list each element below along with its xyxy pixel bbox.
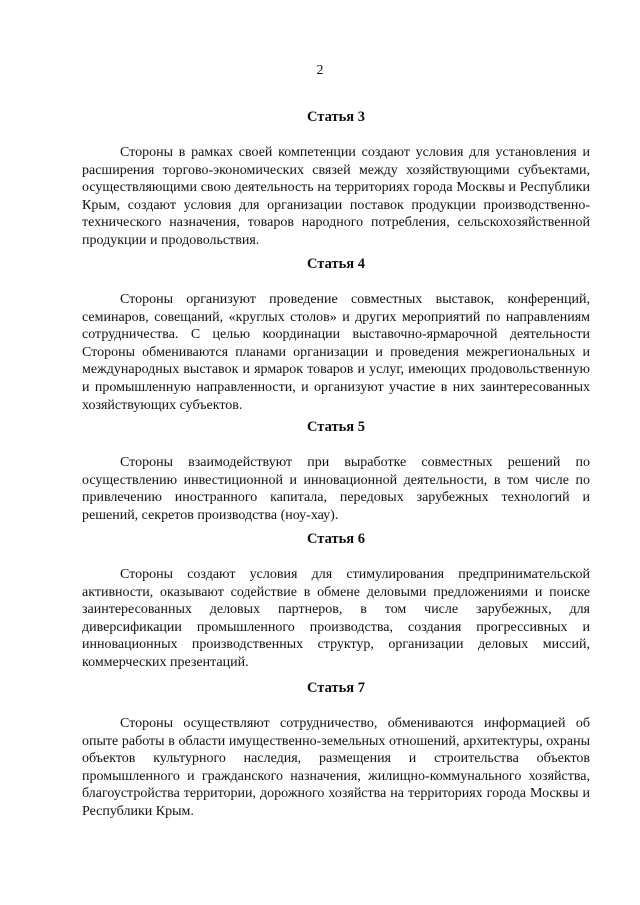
article-paragraph: Стороны в рамках своей компетенции создают условия для установления и расширения торгово-экономических связей между хозяйствующими субъектами, осуществляющими свою деятельность на территориях города Москвы и Республики Крым, создают условия для организации поставок продукции производственно-технического назначения, товаров народного потребления, сельскохозяйственной продукции и продовольствия.: [82, 145, 590, 248]
article-title: Статья 4: [307, 256, 365, 272]
article-title: Статья 5: [307, 419, 365, 435]
article-5: [82, 418, 590, 524]
article-paragraph: Стороны создают условия для стимулирования предпринимательской активности, оказывают содействие в обмене деловыми предложениями и поиске заинтересованных деловых партнеров, в том числе зарубежных, для диверсификации промышленного производства, создания прогрессивных и инновационных производственных структур, организации деловых миссий, коммерческих презентаций.: [82, 567, 590, 670]
article-3: [82, 108, 590, 250]
page-number: 2: [316, 63, 324, 78]
article-4: [82, 255, 590, 414]
article-paragraph: Стороны взаимодействуют при выработке совместных решений по осуществлению инвестиционной и инновационной деятельности, в том числе по привлечению иностранного капитала, передовых зарубежных технологий и решений, секретов производства (ноу-хау).: [82, 455, 590, 523]
article-6: [82, 530, 590, 672]
article-title: Статья 3: [307, 109, 365, 125]
article-title: Статья 7: [307, 680, 365, 696]
article-title: Статья 6: [307, 531, 365, 547]
article-paragraph: Стороны организуют проведение совместных выставок, конференций, семинаров, совещаний, «круглых столов» и других мероприятий по направлениям сотрудничества. С целью координации выставочно-ярмарочной деятельности Стороны обмениваются планами организации и проведения межрегиональных и международных выставок и ярмарок товаров и услуг, имеющих продовольственную и промышленную направленности, и организуют участие в них заинтересованных хозяйствующих субъектов.: [82, 292, 590, 413]
article-7: [82, 679, 590, 821]
article-paragraph: Стороны осуществляют сотрудничество, обмениваются информацией об опыте работы в области имущественно-земельных отношений, архитектуры, охраны объектов культурного наследия, размещения и строительства объектов промышленного и гражданского назначения, жилищно-коммунального хозяйства, благоустройства территории, дорожного хозяйства на территориях города Москвы и Республики Крым.: [82, 716, 590, 819]
